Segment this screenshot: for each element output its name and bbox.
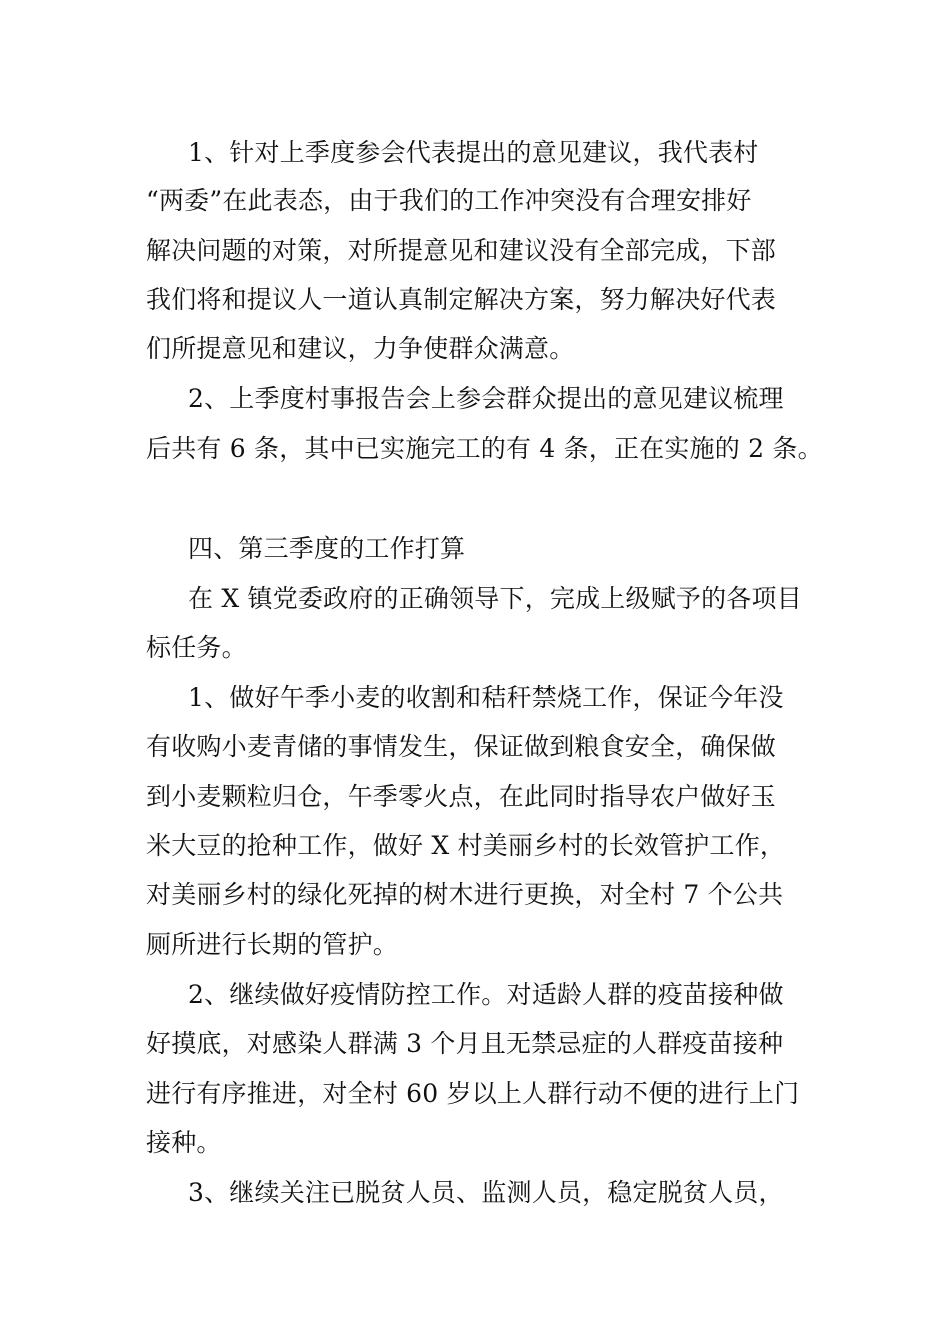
- paragraph-1-line-2: “两委”在此表态，由于我们的工作冲突没有合理安排好: [146, 186, 752, 215]
- paragraph-4-line-2: 有收购小麦青储的事情发生，保证做到粮食安全，确保做: [146, 732, 777, 761]
- paragraph-6-line-1: 3、继续关注已脱贫人员、监测人员，稳定脱贫人员，: [188, 1178, 784, 1207]
- paragraph-4-line-3: 到小麦颗粒归仓，午季零火点，在此同时指导农户做好玉: [146, 782, 777, 811]
- paragraph-1-line-1: 1、针对上季度参会代表提出的意见建议，我代表村: [188, 138, 759, 167]
- paragraph-4-line-1: 1、做好午季小麦的收割和秸秆禁烧工作，保证今年没: [188, 683, 784, 712]
- paragraph-1-line-4: 我们将和提议人一道认真制定解决方案，努力解决好代表: [146, 285, 777, 314]
- paragraph-5-line-1: 2、继续做好疫情防控工作。对适龄人群的疫苗接种做: [188, 980, 784, 1009]
- paragraph-3-line-2: 标任务。: [146, 633, 247, 662]
- paragraph-4-line-6: 厕所进行长期的管护。: [146, 930, 399, 959]
- paragraph-1-line-5: 们所提意见和建议，力争使群众满意。: [146, 334, 575, 363]
- paragraph-4-line-5: 对美丽乡村的绿化死掉的树木进行更换，对全村 7 个公共: [146, 880, 784, 909]
- paragraph-1-line-3: 解决问题的对策，对所提意见和建议没有全部完成，下部: [146, 236, 777, 265]
- paragraph-3-line-1: 在 X 镇党委政府的正确领导下，完成上级赋予的各项目: [188, 584, 802, 613]
- paragraph-2-line-2: 后共有 6 条，其中已实施完工的有 4 条，正在实施的 2 条。: [146, 434, 823, 463]
- paragraph-2-line-1: 2、上季度村事报告会上参会群众提出的意见建议梳理: [188, 384, 784, 413]
- paragraph-5-line-4: 接种。: [146, 1128, 222, 1157]
- paragraph-4-line-4: 米大豆的抢种工作，做好 X 村美丽乡村的长效管护工作，: [146, 831, 786, 860]
- section-heading-work-plan: 四、第三季度的工作打算: [188, 534, 466, 563]
- paragraph-5-line-2: 好摸底，对感染人群满 3 个月且无禁忌症的人群疫苗接种: [146, 1029, 784, 1058]
- paragraph-5-line-3: 进行有序推进，对全村 60 岁以上人群行动不便的进行上门: [146, 1079, 800, 1108]
